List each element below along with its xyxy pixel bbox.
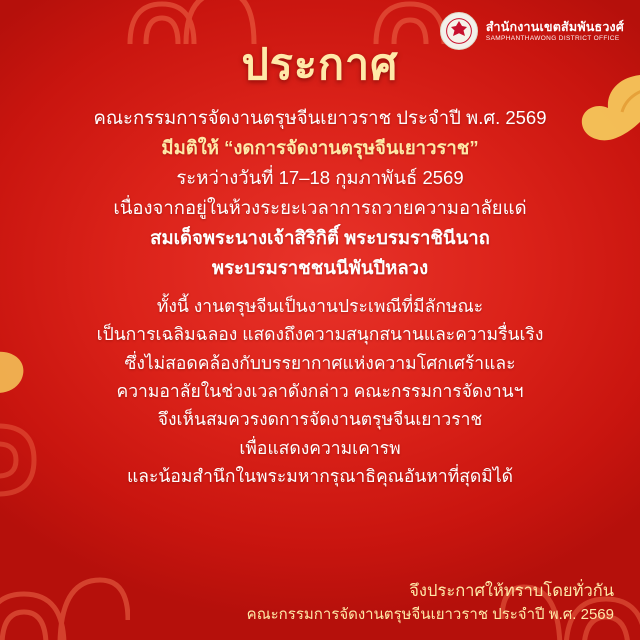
body-line: เป็นการเฉลิมฉลอง แสดงถึงความสนุกสนานและความรื่นเริง [96,324,544,345]
footer-line-1: จึงประกาศให้ทราบโดยทั่วกัน [409,581,614,600]
body-line-royal-name: สมเด็จพระนางเจ้าสิริกิติ์ พระบรมราชินีนาถ [150,227,490,249]
body-line: จึงเห็นสมควรงดการจัดงานตรุษจีนเยาวราช [157,409,483,430]
announcement-footer [247,579,614,626]
body-line-emphasis: มีมติให้ “งดการจัดงานตรุษจีนเยาวราช” [161,137,479,159]
org-name-en: SAMPHANTHAWONG DISTRICT OFFICE [485,34,620,42]
body-line: และน้อมสำนึกในพระมหากรุณาธิคุณอันหาที่สุดมิได้ [126,466,514,487]
body-line: ทั้งนี้ งานตรุษจีนเป็นงานประเพณีที่มีลักษณะ [156,296,484,317]
org-name-th: สำนักงานเขตสัมพันธวงศ์ [485,19,624,34]
body-line: คณะกรรมการจัดงานตรุษจีนเยาวราช ประจำปี พ.ศ. 2569 [93,107,547,129]
body-line: ระหว่างวันที่ 17–18 กุมภาพันธ์ 2569 [176,167,464,189]
body-line-royal-title: พระบรมราชชนนีพันปีหลวง [211,257,429,279]
cloud-swirl-icon [0,560,130,640]
body-line: ความอาลัยในช่วงเวลาดังกล่าว คณะกรรมการจัดงานฯ [116,381,524,402]
page-title: ประกาศ [241,41,399,89]
body-line: เนื่องจากอยู่ในห้วงระยะเวลาการถวายความอาลัยแด่ [113,197,527,219]
footer-line-2: คณะกรรมการจัดงานตรุษจีนเยาวราช ประจำปี พ.ศ. 2569 [246,605,614,623]
body-line: เพื่อแสดงความเคารพ [239,437,401,458]
body-line: ซึ่งไม่สอดคล้องกับบรรยากาศแห่งความโศกเศร้าและ [124,352,516,373]
